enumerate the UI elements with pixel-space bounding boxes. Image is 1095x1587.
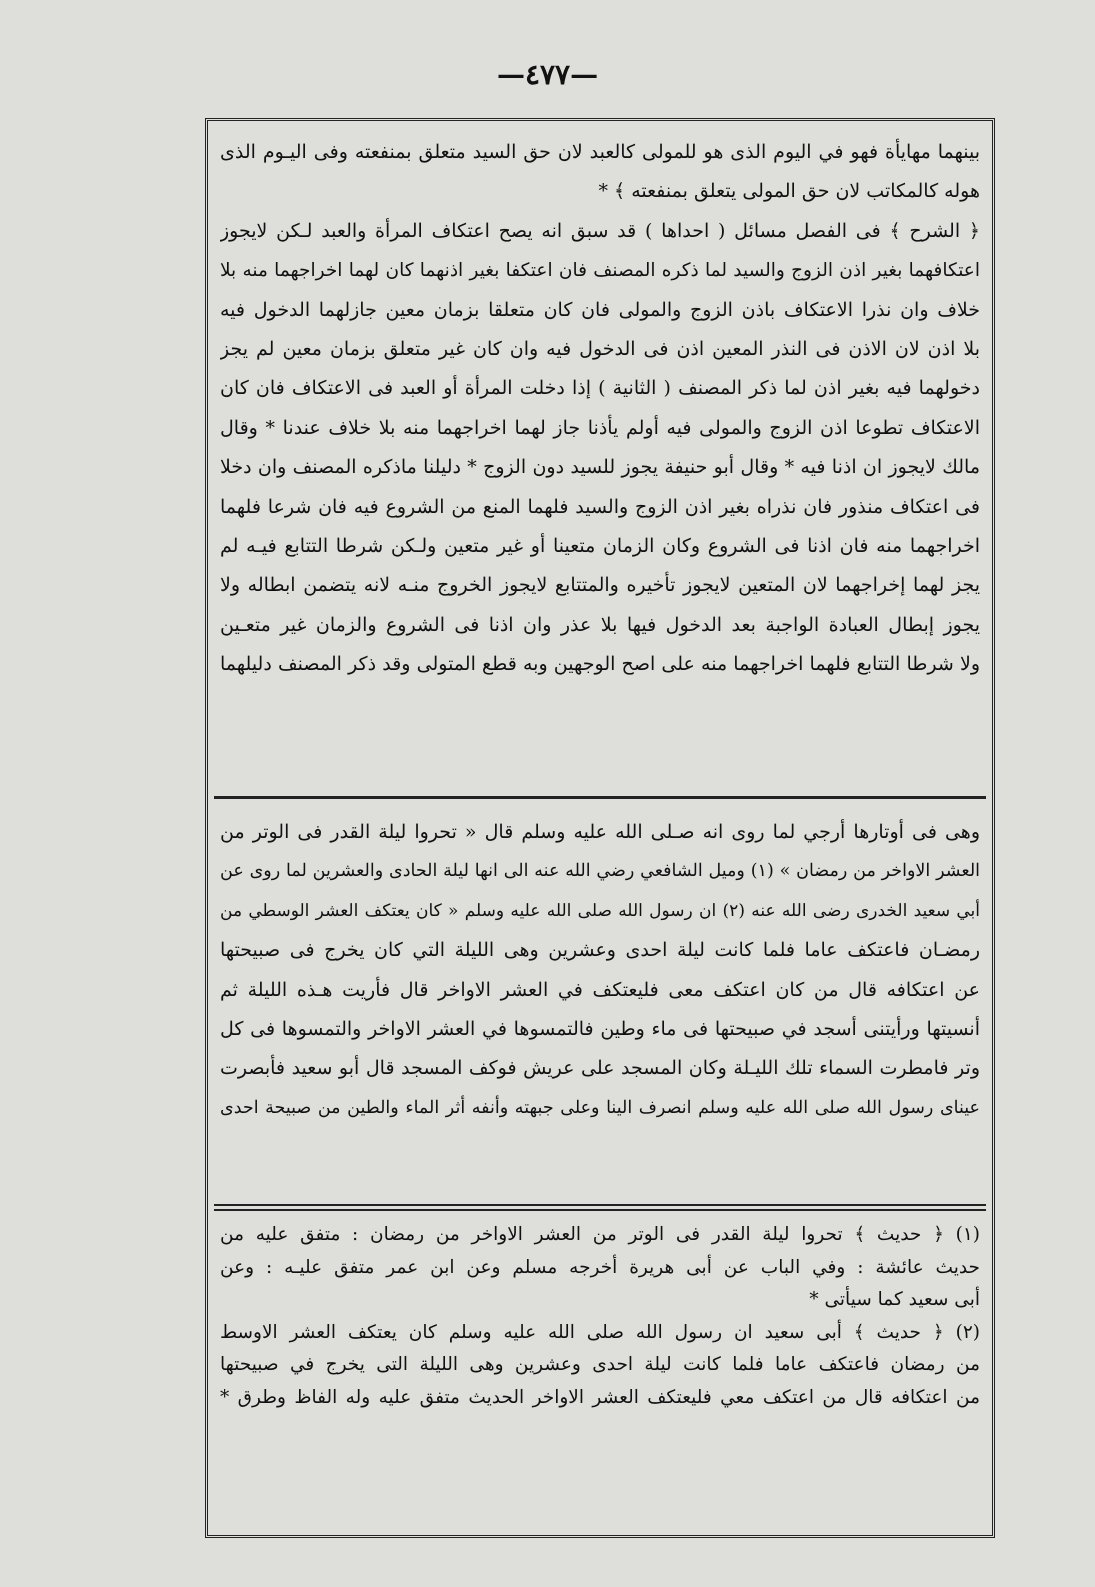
commentary-line: الاعتكاف تطوعا اذن الزوج والمولى فيه أولم يأذنا جاز لهما اخراجهما منه بلا خلاف عندنا * وقال bbox=[220, 416, 980, 439]
commentary-line: خلاف وان نذرا الاعتكاف باذن الزوج والمولى فان كان متعلقا بزمان معين جازلهما الدخول فيه bbox=[220, 298, 980, 321]
main-text-line: وتر فامطرت السماء تلك الليـلة وكان المسجد على عريش فوكف المسجد قال أبو سعيد فأبصرت bbox=[220, 1057, 980, 1080]
commentary-line: دخولهما فيه بغير اذن لما ذكر المصنف ( الثانية ) إذا دخلت المرأة أو العبد فى الاعتكاف فان كان bbox=[220, 377, 980, 400]
commentary-line: يجوز إبطال العبادة الواجبة بعد الدخول فيها بلا عذر وان اذنا فى الشروع والزمان غير متعـين bbox=[220, 613, 980, 636]
footnote-divider bbox=[214, 1204, 986, 1211]
main-text-line: العشر الاواخر من رمضان » (١) وميل الشافعي رضي الله عنه الى انها ليلة الحادى والعشرين لما روى عن bbox=[220, 861, 980, 882]
commentary-line: بلا اذن لان الاذن فى النذر المعين اذن فى الدخول فيه وان كان غير متعلق بزمان معين لم يجز bbox=[220, 338, 980, 361]
commentary-line: اخراجهما منه فان اذنا فى الشروع وكان الزمان متعينا أو غير متعين ولـكن شرطا التتابع فيـه لم bbox=[220, 535, 980, 558]
page-number: —٤٧٧— bbox=[496, 58, 599, 91]
main-text-line: أبي سعيد الخدرى رضى الله عنه (٢) ان رسول الله صلى الله عليه وسلم « كان يعتكف العشر الوسطي من bbox=[220, 900, 980, 921]
footnote-line: (٢) ﴿ حديث ﴾ أبى سعيد ان رسول الله صلى الله عليه وسلم كان يعتكف العشر الاوسط bbox=[220, 1321, 980, 1343]
section-divider bbox=[214, 796, 986, 799]
commentary-line: مالك لايجوز ان اذنا فيه * وقال أبو حنيفة يجوز للسيد دون الزوج * دليلنا ماذكره المصنف وان دخلا bbox=[220, 456, 980, 479]
commentary-line: اعتكافهما بغير اذن الزوج والسيد لما ذكره المصنف فان اعتكفا بغير اذنهما كان لهما اخراجهما منه بلا bbox=[220, 260, 980, 282]
main-text-line: عن اعتكافه قال من كان اعتكف معى فليعتكف في العشر الاواخر قال فأريت هـذه الليلة ثم bbox=[220, 978, 980, 1001]
footnote-line: (١) ﴿ حديث ﴾ تحروا ليلة القدر فى الوتر من العشر الاواخر من رمضان : متفق عليه من bbox=[220, 1224, 980, 1245]
commentary-line: بينهما مهايأة فهو في اليوم الذى هو للمولى كالعبد لان حق السيد متعلق بمنفعته وفى اليـوم الذى bbox=[220, 141, 980, 163]
commentary-section bbox=[220, 133, 980, 685]
commentary-line: هوله كالمكاتب لان حق المولى يتعلق بمنفعته ﴾ * bbox=[598, 180, 980, 203]
footnotes-section bbox=[220, 1219, 980, 1414]
commentary-line: ولا شرطا التتابع فلهما اخراجهما منه على اصح الوجهين وبه قطع المتولى وقد ذكر المصنف دليلهما bbox=[220, 653, 980, 676]
text-frame bbox=[205, 118, 995, 1538]
commentary-line: فى اعتكاف منذور فان نذراه بغير اذن الزوج والسيد فلهما المنع من الشروع فيه فان شرعا فلهما bbox=[220, 495, 980, 518]
main-text-line: عيناى رسول الله صلى الله عليه وسلم انصرف الينا وعلى جبهته وأنفه أثر الماء والطين من صبيحة احدى bbox=[220, 1097, 980, 1118]
main-text-line: وهى فى أوتارها أرجي لما روى انه صـلى الله عليه وسلم قال « تحروا ليلة القدر فى الوتر من bbox=[220, 821, 980, 843]
footnote-line: من رمضان فاعتكف عاما فلما كانت ليلة احدى وعشرين وهى الليلة التى يخرج في صبيحتها bbox=[220, 1354, 980, 1375]
commentary-line: ﴿ الشرح ﴾ فى الفصل مسائل ( احداها ) قد سبق انه يصح اعتكاف المرأة والعبد لـكن لايجوز bbox=[220, 219, 980, 242]
commentary-line: يجز لهما إخراجهما لان المتعين لايجوز تأخيره والمتتابع لايجوز الخروج منـه لانه يتضمن ابطاله ولا bbox=[220, 574, 980, 597]
footnote-line: أبى سعيد كما سيأتى * bbox=[809, 1289, 980, 1310]
footnote-line: حديث عائشة : وفي الباب عن أبى هريرة أخرجه مسلم وعن ابن عمر متفق عليـه : وعن bbox=[220, 1256, 980, 1278]
main-text-line: أنسيتها ورأيتنى أسجد في صبيحتها فى ماء وطين فالتمسوها في العشر الاواخر والتمسوها فى كل bbox=[220, 1018, 980, 1041]
main-text-line: رمضـان فاعتكف عاما فلما كانت ليلة احدى وعشرين وهى الليلة التي كان يخرج فى صبيحتها bbox=[220, 939, 980, 962]
main-text-section bbox=[220, 813, 980, 1128]
footnote-line: من اعتكافه قال من اعتكف معي فليعتكف العشر الاواخر الحديث متفق عليه وله الفاظ وطرق * bbox=[220, 1386, 980, 1408]
